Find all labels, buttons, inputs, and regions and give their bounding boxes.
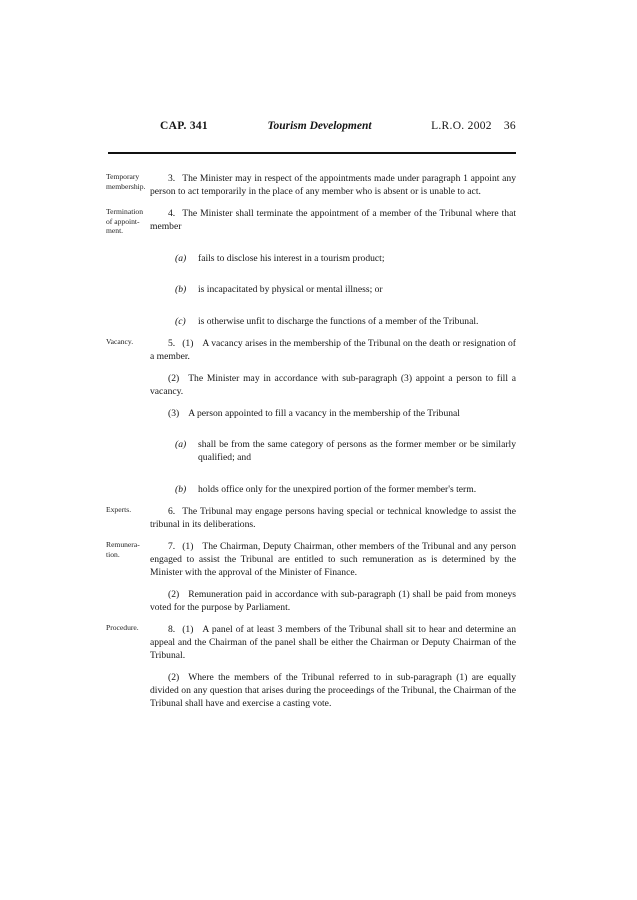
item-label: (b) xyxy=(175,483,187,495)
paragraph-block-5-3 xyxy=(106,407,516,429)
sub-item xyxy=(175,283,516,296)
lro-label: L.R.O. 2002 xyxy=(431,120,492,132)
subparagraph-number: (2) xyxy=(168,671,180,683)
list-item-5a xyxy=(106,429,516,474)
paragraph xyxy=(150,671,516,710)
paragraph-block-4 xyxy=(106,207,516,242)
item-label: (a) xyxy=(175,439,187,451)
header-rule xyxy=(108,152,516,154)
sub-item xyxy=(175,438,516,464)
chapter-number: CAP. 341 xyxy=(160,120,208,132)
paragraph-block-3 xyxy=(106,172,516,207)
paragraph-text: Remuneration paid in accordance with sub-paragraph (1) shall be paid from moneys voted for the purpose by Parliament. xyxy=(150,588,516,613)
paragraph xyxy=(150,588,516,614)
subparagraph-number: (1) xyxy=(182,540,194,552)
subparagraph-number: (1) xyxy=(182,337,194,349)
paragraph xyxy=(150,540,516,579)
paragraph-block-7-1 xyxy=(106,540,516,588)
paragraph-text: The Minister may in respect of the appointments made under paragraph 1 appoint any person to act temporarily in the place of any member who is absent or is unable to act. xyxy=(150,173,516,197)
document-title: Tourism Development xyxy=(267,120,372,132)
item-label: (a) xyxy=(175,252,187,264)
revision-and-page xyxy=(431,120,516,132)
list-item-5b xyxy=(106,473,516,505)
subparagraph-number: (2) xyxy=(168,588,180,600)
paragraph-number: 3. xyxy=(168,173,176,184)
paragraph-block-5-2 xyxy=(106,372,516,407)
item-text: is incapacitated by physical or mental illness; or xyxy=(198,284,383,296)
paragraph-text: The Minister shall terminate the appointment of a member of the Tribunal where that member xyxy=(150,208,516,232)
paragraph-block-5-1 xyxy=(106,337,516,372)
paragraph-block-8-2 xyxy=(106,671,516,719)
margin-note: Termination of appoint-ment. xyxy=(106,207,144,236)
item-text: is otherwise unfit to discharge the functions of a member of the Tribunal. xyxy=(198,315,479,327)
paragraph xyxy=(150,172,516,198)
paragraph-number: 7. xyxy=(168,540,176,552)
margin-note: Procedure. xyxy=(106,622,139,632)
margin-note: Temporary membership. xyxy=(106,172,146,191)
paragraph xyxy=(150,337,516,363)
paragraph-text: A person appointed to fill a vacancy in the membership of the Tribunal xyxy=(188,407,460,419)
paragraph-block-8-1 xyxy=(106,623,516,671)
margin-note: Experts. xyxy=(106,504,132,514)
list-item-4b xyxy=(106,274,516,306)
paragraph xyxy=(150,407,516,420)
item-text: fails to disclose his interest in a tourism product; xyxy=(198,252,385,264)
paragraph-text: The Minister may in accordance with sub-paragraph (3) appoint a person to fill a vacancy. xyxy=(150,372,516,397)
paragraph xyxy=(150,207,516,233)
paragraph xyxy=(150,623,516,662)
margin-note: Vacancy. xyxy=(106,336,134,346)
paragraph-text: A vacancy arises in the membership of the Tribunal on the death or resignation of a member. xyxy=(150,337,516,362)
sub-item xyxy=(175,252,516,265)
subparagraph-number: (1) xyxy=(182,623,194,635)
item-label: (b) xyxy=(175,284,187,296)
paragraph-text: The Tribunal may engage persons having special or technical knowledge to assist the tribunal in its deliberations. xyxy=(150,505,516,530)
page-header xyxy=(150,120,516,132)
paragraph-text: A panel of at least 3 members of the Tribunal shall sit to hear and determine an appeal and the Chairman of the panel shall be either the Chairman or Deputy Chairman of the Tribunal. xyxy=(150,623,516,661)
paragraph-text: Where the members of the Tribunal referred to in sub-paragraph (1) are equally divided on any question that arises during the proceedings of the Tribunal, the Chairman of the Tribunal shall have and exercise a casting vote. xyxy=(150,671,516,709)
list-item-4a xyxy=(106,242,516,274)
item-text: shall be from the same category of persons as the former member or be similarly qualified; and xyxy=(198,439,516,464)
paragraph-text: The Chairman, Deputy Chairman, other members of the Tribunal and any person engaged to assist the Tribunal are entitled to such remuneration as is determined by the Minister with the approval of the Minister of Finance. xyxy=(150,540,516,578)
sub-item xyxy=(175,483,516,496)
paragraph-number: 8. xyxy=(168,623,176,635)
paragraph-number: 6. xyxy=(168,505,176,517)
paragraph xyxy=(150,505,516,531)
subparagraph-number: (2) xyxy=(168,372,180,384)
paragraph-number: 5. xyxy=(168,337,176,349)
page-number: 36 xyxy=(503,120,516,132)
paragraph-block-6 xyxy=(106,505,516,540)
document-content xyxy=(106,172,516,719)
paragraph xyxy=(150,372,516,398)
sub-item xyxy=(175,315,516,328)
item-text: holds office only for the unexpired portion of the former member's term. xyxy=(198,483,477,495)
paragraph-number: 4. xyxy=(168,208,176,219)
subparagraph-number: (3) xyxy=(168,407,180,419)
margin-note: Remunera-tion. xyxy=(106,539,140,559)
list-item-4c xyxy=(106,305,516,337)
item-label: (c) xyxy=(175,315,186,327)
paragraph-block-7-2 xyxy=(106,588,516,623)
